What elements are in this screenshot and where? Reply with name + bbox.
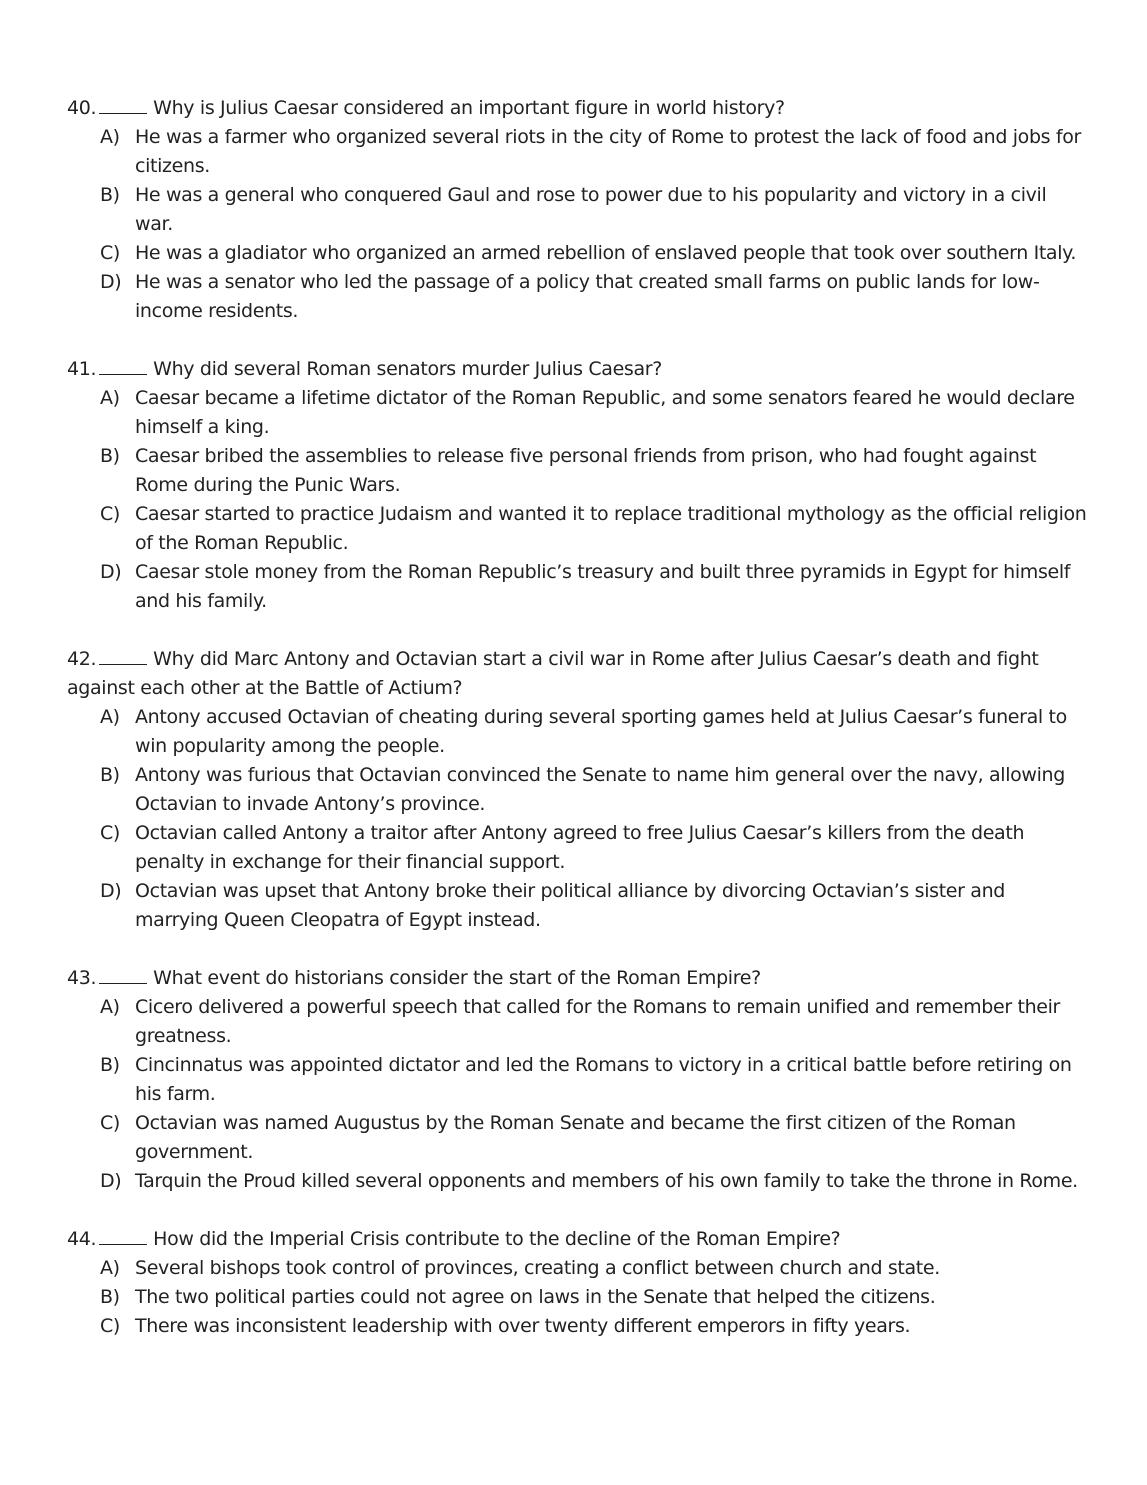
question-number: 43. <box>67 967 97 989</box>
option-letter: C) <box>100 242 120 264</box>
question-number: 42. <box>67 648 97 670</box>
answer-option-b[interactable] <box>100 1051 1087 1109</box>
answer-option-a[interactable] <box>100 384 1087 442</box>
option-letter: D) <box>100 271 122 293</box>
question-41 <box>67 355 1087 616</box>
answer-option-b[interactable] <box>100 761 1087 819</box>
option-text: Cicero delivered a powerful speech that called for the Romans to remain unified and remember their greatness. <box>135 996 1061 1047</box>
answer-blank[interactable] <box>99 1226 147 1245</box>
answer-option-c[interactable] <box>100 1109 1087 1167</box>
option-text: He was a senator who led the passage of a policy that created small farms on public lands for low-income residents. <box>135 271 1040 322</box>
option-text: Several bishops took control of provinces, creating a conflict between church and state. <box>135 1257 940 1279</box>
answer-option-a[interactable] <box>100 123 1087 181</box>
question-number: 44. <box>67 1228 97 1250</box>
option-letter: A) <box>100 1257 120 1279</box>
question-stem <box>67 645 1087 703</box>
question-44 <box>67 1225 1087 1341</box>
question-stem <box>67 94 1087 123</box>
option-text: Antony was furious that Octavian convinced the Senate to name him general over the navy, allowing Octavian to invade Antony’s province. <box>135 764 1065 815</box>
answer-options <box>67 384 1087 616</box>
answer-blank[interactable] <box>99 965 147 984</box>
option-text: Cincinnatus was appointed dictator and led the Romans to victory in a critical battle before retiring on his farm. <box>135 1054 1072 1105</box>
answer-option-b[interactable] <box>100 1283 1087 1312</box>
answer-blank[interactable] <box>99 95 147 114</box>
worksheet-page <box>67 94 1087 1370</box>
answer-option-c[interactable] <box>100 239 1087 268</box>
option-text: Octavian was named Augustus by the Roman Senate and became the first citizen of the Roman government. <box>135 1112 1016 1163</box>
answer-options <box>67 993 1087 1196</box>
answer-option-a[interactable] <box>100 703 1087 761</box>
answer-options <box>67 703 1087 935</box>
question-prompt: Why did several Roman senators murder Julius Caesar? <box>153 358 662 380</box>
option-text: He was a farmer who organized several riots in the city of Rome to protest the lack of food and jobs for citizens. <box>135 126 1081 177</box>
option-letter: A) <box>100 706 120 728</box>
question-stem <box>67 964 1087 993</box>
option-text: Caesar started to practice Judaism and wanted it to replace traditional mythology as the official religion of the Roman Republic. <box>135 503 1087 554</box>
answer-blank[interactable] <box>99 646 147 665</box>
option-letter: C) <box>100 822 120 844</box>
option-letter: B) <box>100 1286 120 1308</box>
question-number: 41. <box>67 358 97 380</box>
answer-option-a[interactable] <box>100 1254 1087 1283</box>
option-text: Caesar bribed the assemblies to release five personal friends from prison, who had fought against Rome during the Punic Wars. <box>135 445 1037 496</box>
answer-option-d[interactable] <box>100 877 1087 935</box>
answer-option-a[interactable] <box>100 993 1087 1051</box>
question-prompt: Why is Julius Caesar considered an important figure in world history? <box>153 97 785 119</box>
option-text: Antony accused Octavian of cheating during several sporting games held at Julius Caesar’s funeral to win popularity among the people. <box>135 706 1067 757</box>
question-prompt: How did the Imperial Crisis contribute to the decline of the Roman Empire? <box>153 1228 841 1250</box>
option-letter: A) <box>100 387 120 409</box>
question-40 <box>67 94 1087 326</box>
question-42 <box>67 645 1087 935</box>
answer-option-d[interactable] <box>100 1167 1087 1196</box>
answer-option-c[interactable] <box>100 819 1087 877</box>
question-prompt: What event do historians consider the start of the Roman Empire? <box>153 967 761 989</box>
option-letter: A) <box>100 996 120 1018</box>
answer-option-d[interactable] <box>100 268 1087 326</box>
answer-option-b[interactable] <box>100 442 1087 500</box>
option-letter: C) <box>100 1112 120 1134</box>
option-text: Caesar stole money from the Roman Republic’s treasury and built three pyramids in Egypt for himself and his family. <box>135 561 1071 612</box>
option-text: Caesar became a lifetime dictator of the Roman Republic, and some senators feared he would declare himself a king. <box>135 387 1075 438</box>
question-prompt: Why did Marc Antony and Octavian start a civil war in Rome after Julius Caesar’s death and fight against each other at the Battle of Actium? <box>67 648 1039 699</box>
option-text: The two political parties could not agree on laws in the Senate that helped the citizens. <box>135 1286 936 1308</box>
option-text: Octavian called Antony a traitor after Antony agreed to free Julius Caesar’s killers from the death penalty in exchange for their financial support. <box>135 822 1025 873</box>
option-letter: B) <box>100 1054 120 1076</box>
option-letter: B) <box>100 445 120 467</box>
answer-option-c[interactable] <box>100 1312 1087 1341</box>
option-letter: B) <box>100 764 120 786</box>
option-letter: C) <box>100 1315 120 1337</box>
answer-option-d[interactable] <box>100 558 1087 616</box>
option-letter: D) <box>100 1170 122 1192</box>
answer-option-c[interactable] <box>100 500 1087 558</box>
question-43 <box>67 964 1087 1196</box>
option-text: He was a gladiator who organized an armed rebellion of enslaved people that took over southern Italy. <box>135 242 1077 264</box>
question-stem <box>67 1225 1087 1254</box>
answer-blank[interactable] <box>99 356 147 375</box>
question-stem <box>67 355 1087 384</box>
option-letter: A) <box>100 126 120 148</box>
option-letter: D) <box>100 880 122 902</box>
option-text: There was inconsistent leadership with over twenty different emperors in fifty years. <box>135 1315 911 1337</box>
answer-option-b[interactable] <box>100 181 1087 239</box>
option-letter: D) <box>100 561 122 583</box>
option-letter: C) <box>100 503 120 525</box>
option-letter: B) <box>100 184 120 206</box>
option-text: He was a general who conquered Gaul and rose to power due to his popularity and victory in a civil war. <box>135 184 1047 235</box>
option-text: Tarquin the Proud killed several opponents and members of his own family to take the throne in Rome. <box>135 1170 1078 1192</box>
answer-options <box>67 123 1087 326</box>
answer-options <box>67 1254 1087 1341</box>
option-text: Octavian was upset that Antony broke their political alliance by divorcing Octavian’s sister and marrying Queen Cleopatra of Egypt instead. <box>135 880 1005 931</box>
question-number: 40. <box>67 97 97 119</box>
